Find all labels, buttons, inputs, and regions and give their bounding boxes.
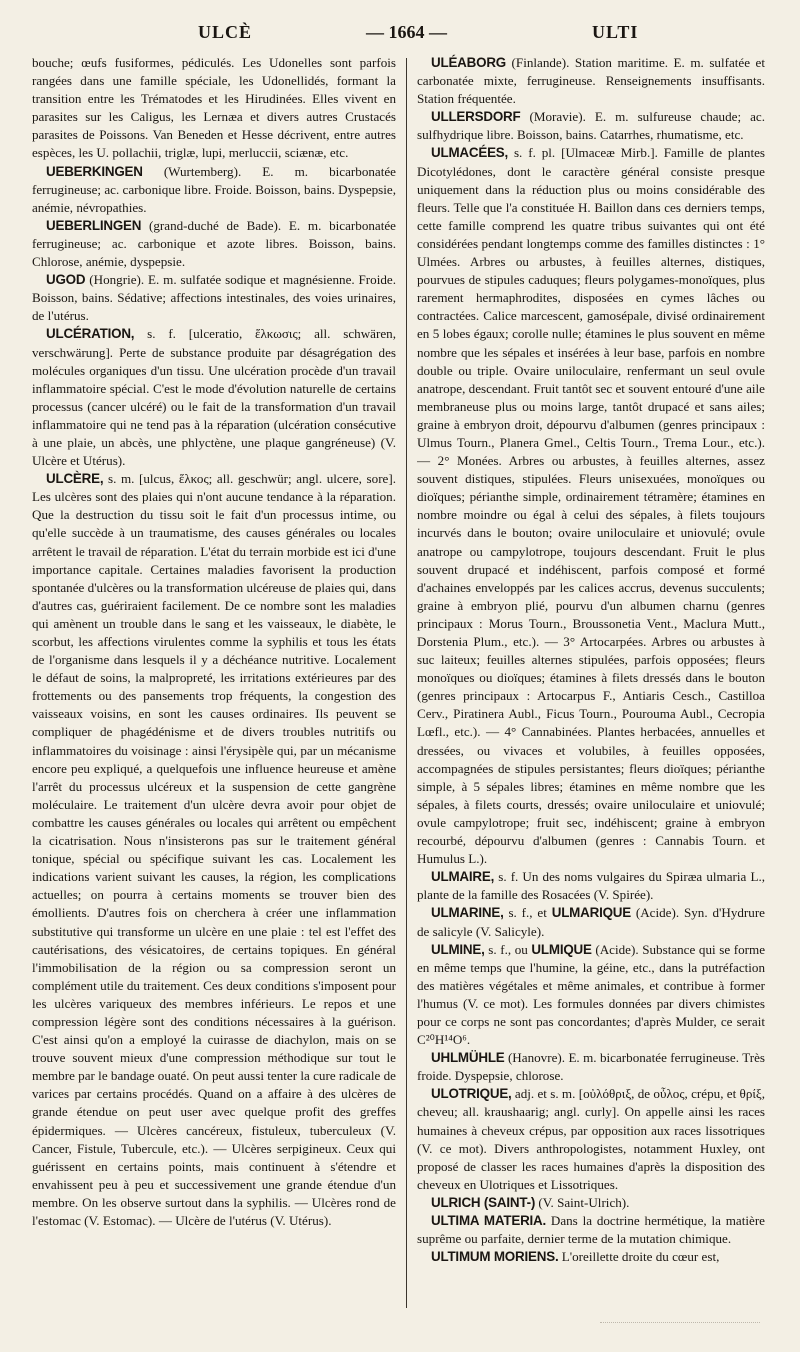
entry-body: (Moravie). E. m. sulfureuse chaude; ac. sulfhydrique libre. Boisson, bains. Catarrhes, rhumatisme, etc. — [417, 109, 765, 143]
entry-ulceration — [32, 325, 396, 470]
entry-headword: ULÉABORG — [431, 55, 507, 70]
entry-body: (Finlande). Station maritime. E. m. sulfatée et carbonatée mixte, ferrugineuse. Renseignements insuffisants. Station fréquentée. — [417, 55, 765, 107]
entry-ultimum-moriens — [417, 1248, 765, 1266]
page-number: — 1664 — — [366, 22, 447, 42]
entry-body: Dans la doctrine hermétique, la matière suprême ou parfaite, dernier terme de la mutation chimique. — [417, 1213, 765, 1247]
entry-headword: ULRICH (SAINT-) — [431, 1194, 536, 1210]
entry-headword: ULMACÉES, — [431, 145, 509, 161]
entry-ueberkingen — [32, 163, 396, 217]
header-left-guideword: ULCÈ — [198, 22, 253, 42]
entry-headword: ULMINE, — [431, 941, 485, 957]
right-column — [417, 54, 765, 1314]
entry-body: s. f. [ulceratio, ἕλκωσις; all. schwären, verschwärung]. Perte de substance produite par désagrégation des molécules organiques d'un tissu. Une ulcération procède d'un travail inflammatoire spécial. C'est le mode d'évolution naturelle de certains processus (cancer ulcéré) ou le fait de la transformation d'un travail inflammatoire qui ne tend pas à la réparation (ulcération consécutive à une plaie, un abcès, une phlyctène, une plaque gangréneuse) (V. Ulcère et Utérus). — [32, 326, 396, 469]
entry-body: L'oreillette droite du cœur est, — [558, 1249, 720, 1265]
entry-headword: ULTIMUM MORIENS. — [431, 1249, 559, 1265]
entry-headword: ULCÉRATION, — [46, 326, 135, 342]
bleed-through-mark — [600, 1322, 760, 1337]
entry-body: (Wurtemberg). E. m. bicarbonatée ferrugineuse; ac. carbonique libre. Froide. Boisson, bains. Dyspepsie, anémie, névropathies. — [32, 163, 396, 215]
entry-body: s. m. [ulcus, ἕλκος; all. geschwür; angl. ulcere, sore]. Les ulcères sont des plaies qui n'ont aucune tendance à la réparation. Que la destruction du tissu soit le fait d'un processus intime, ou qu'elle succède à un traumatisme, des causes générales ou locales arrêtent le travail de réparation. L'état du terrain morbide est ici d'une importance capitale. Certaines maladies favorisent la production spontanée d'ulcères ou la transformation ulcéreuse de plaies qui, dans d'autres cas, guériraient facilement. De ce nombre sont les maladies qui amènent un trouble dans le sang et les vaisseaux, le diabète, le scorbut, les affections virulentes comme la syphilis et tous les états de l'organisme dans lesquels il y a déchéance nutritive. Localement le défaut de soins, la malpropreté, les irritations extérieures par des frottements ou des pansements trop fréquents, la congestion des vaisseaux voisins, en sont les causes ordinaires. Ils peuvent se compliquer de phagédénisme et de divers troubles nutritifs ou inflammatoires du voisinage : ainsi l'érysipèle qui, par un mécanisme encore peu expliqué, a quelquefois une influence heureuse et amène l'arrêt du processus ulcéreux et la suspension de cette gangrène moléculaire. Le traitement d'un ulcère devra avoir pour objet de combattre les causes générales ou locales qui arrêtent ou empêchent la cicatrisation. Nous n'insisterons pas sur le traitement général tonique, spécial ou spécifique suivant les cas. Localement les indications varient suivant les causes, la région, les complications actuelles; on pourra à certains moments se trouver bien des émollients. D'autres fois on cherchera à créer une inflammation substitutive qui transforme un ulcère en une plaie : tel est l'effet des cautérisations, des vésicatoires, de certains topiques. En général l'immobilisation de la région ou sa compression seront un complément utile du traitement. Ces deux conditions s'imposent pour les ulcères variqueux des membres inférieurs. Le repos et une compression légère sont des conditions nécessaires à la guérison. C'est ainsi qu'on a employé la cuirasse de diachylon, mais on se trouve souvent mieux d'une compression méthodique sur tout le membre par le bandage ouaté. On peut aussi tenter la cure radicale de varices par certains procédés. Quand on a affaire à des ulcères de grande étendue on peut user avec quelque profit des greffes épidermiques. — Ulcères cancéreux, fistuleux, tuberculeux (V. Cancer, Fistule, Tubercule, etc.). — Ulcères serpigineux. Ceux qui guérissent en certains points, mais continuent à s'étendre et envahissent peu à peu et successivement une grande étendue d'un membre. On les observe surtout dans la syphilis. — Ulcères rond de l'estomac (V. Estomac). — Ulcère de l'utérus (V. Utérus). — [32, 471, 396, 1228]
entry-headword: ULTIMA MATERIA. — [431, 1213, 547, 1228]
entry-headword: ULMAIRE, — [431, 869, 495, 885]
entry-uleaborg — [417, 54, 765, 108]
entry-body: (Acide). Syn. d'Hydrure de salicyle (V. Salicyle). — [417, 905, 765, 939]
column-divider — [406, 58, 407, 1308]
entry-headword-secondary: ULMARIQUE — [551, 905, 632, 921]
entry-ulrich — [417, 1194, 765, 1212]
entry-ugod — [32, 271, 396, 325]
entry-headword: UEBERLINGEN — [46, 217, 142, 233]
entry-ulotrique — [417, 1085, 765, 1194]
entry-body: adj. et s. m. [οὐλόθριξ, de οὖλος, crépu, et θρίξ, cheveu; all. kraushaarig; angl. curly]. On appelle ainsi les races humaines à cheveux crépus, par opposition aux races lissotriques (V. ce mot). Divers anthropologistes, notamment Huxley, ont proposé de classer les races humaines d'après la disposition des cheveux en Ulotriques et Lissotriques. — [417, 1086, 765, 1192]
entry-body: s. f., et — [503, 905, 552, 921]
entry-ultima-materia — [417, 1212, 765, 1248]
entry-ulmine — [417, 941, 765, 1050]
entry-body: (Acide). Substance qui se forme en même temps que l'humine, la géine, etc., dans la putréfaction des matières végétales et même animales, et contribue à former l'humus (V. ce mot). Les formules données par divers chimistes pour ce corps ne sont pas concordantes; d'après Mulder, ce serait C²⁰H¹⁴O⁶. — [417, 941, 765, 1048]
entry-headword: ULOTRIQUE, — [431, 1086, 512, 1102]
entry-ulcere — [32, 470, 396, 1230]
entry-ueberlingen — [32, 217, 396, 271]
entry-headword-secondary: ULMIQUE — [531, 941, 592, 957]
entry-body: (grand-duché de Bade). E. m. bicarbonatée ferrugineuse; ac. carbonique et azote libres. Boisson, bains. Chlorose, anémie, dyspepsie. — [32, 217, 396, 270]
entry-headword: UGOD — [46, 272, 86, 288]
entry-uhlmuhle — [417, 1049, 765, 1085]
entry-ulmaire — [417, 868, 765, 904]
entry-ulmacees — [417, 144, 765, 868]
entry-body: (V. Saint-Ulrich). — [535, 1194, 630, 1210]
entry-ullersdorf — [417, 108, 765, 144]
entry-continuation: bouche; œufs fusiformes, pédiculés. Les Udonelles sont parfois rangées dans une famille spéciale, les Udonellidés, formant la transition entre les Trématodes et les Hirudinées. Elles vivent en parasites sur les Caligus, les Lernæa et divers autres Crustacés parasites de Poissons. Van Beneden et Hesse décrivent, entre autres espèces, les U. pollachii, triglæ, lupi, merluccii, sciænæ, etc. — [32, 55, 396, 161]
entry-headword: UHLMÜHLE — [431, 1050, 505, 1066]
entry-body: s. f., ou — [484, 941, 532, 957]
entry-body: s. f. pl. [Ulmaceæ Mirb.]. Famille de plantes Dicotylédones, dont le caractère général consiste presque uniquement dans la réduction plus ou moins considérable des fleurs. Telle que l'a constituée H. Baillon dans ces derniers temps, cette famille comprend les quatre tribus suivantes qui ont été considérées pendant longtemps comme des familles distinctes : 1° Ulmées. Arbres ou arbustes, à feuilles alternes, distiques, pourvues de stipules caduques; fleurs polygames-monoïques, plus rarement hermaphrodites, disposées en cymes lâches ou contractées. Calice marcescent, gamosépale, divisé ordinairement en 5 lobes égaux; corolle nulle; étamines le plus souvent en même nombre que les sépales et insérées à leur base, parfois en nombre double ou triple. Ovaire uniloculaire, renfermant un seul ovule anatrope, descendant. Fruit tantôt sec et souvent entouré d'une aile membraneuse plus ou moins large, tantôt drupacé et sans ailes; graine à embryon droit, dépourvu d'albumen (genres principaux : Ulmus Tourn., Planera Gmel., Celtis Tourn., Trema Lour., etc.). — 2° Monées. Arbres ou arbustes, à feuilles alternes, assez souvent distiques, stipulées. Fleurs unisexuées, monoïques ou dioïques; périanthe simple, ordinairement tétramère; étamines en nombre moindre ou égal à celui des sépales, à filets toujours incurvés dans le bouton; ovaire uniloculaire et uniovulé; ovule anatrope ou campylotrope, toujours descendant. Fruit le plus souvent drupacé et indéhiscent, parfois composé et formé d'achaines enveloppés par les calices accrus, devenus succulents; graine à embryon plié, pourvu d'un albumen charnu (genres principaux : Morus Tourn., Broussonetia Vent., Maclura Mutt., Dorstenia Plum., etc.). — 3° Artocarpées. Arbres ou arbustes à suc laiteux; feuilles alternes stipulées, parfois opposées; fleurs monoïques ou dioïques; étamines à filets dressés dans le bouton (genres principaux : Artocarpus F., Antiaris Cesch., Castilloa Cerv., Piratinera Aubl., Ficus Tourn., Pourouma Aubl., Cecropia Lœfl., etc.). — 4° Cannabinées. Plantes herbacées, annuelles et dressées, ou vivaces et volubiles, à feuilles opposées, accompagnées de stipules persistantes; fleurs dioïques; périanthe simple, à 5 sépales libres; étamines en même nombre que les sépales, à filets courts, dressés; ovaire uniloculaire et uniovulé; ovule campylotrope; fruit sec, indéhiscent; graine à embryon recourbé, dépourvu d'albumen (genres : Cannabis Tourn. et Humulus L.). — [417, 145, 765, 867]
entry-headword: ULMARINE, — [431, 905, 504, 921]
entry-ulmarine — [417, 904, 765, 940]
entry-body: (Hongrie). E. m. sulfatée sodique et magnésienne. Froide. Boisson, bains. Sédative; affections intestinales, des voies urinaires, de l'utérus. — [32, 272, 396, 324]
entry-headword: ULLERSDORF — [431, 109, 521, 125]
entry-headword: ULCÈRE, — [46, 471, 104, 487]
left-column — [32, 54, 396, 1314]
entry-body: (Hanovre). E. m. bicarbonatée ferrugineuse. Très froide. Dyspepsie, chlorose. — [417, 1050, 765, 1084]
entry-body: s. f. Un des noms vulgaires du Spiræa ulmaria L., plante de la famille des Rosacées (V. Spirée). — [417, 869, 765, 903]
header-right-guideword: ULTI — [592, 22, 639, 42]
entry-headword: UEBERKINGEN — [46, 163, 143, 179]
running-header — [0, 18, 800, 48]
